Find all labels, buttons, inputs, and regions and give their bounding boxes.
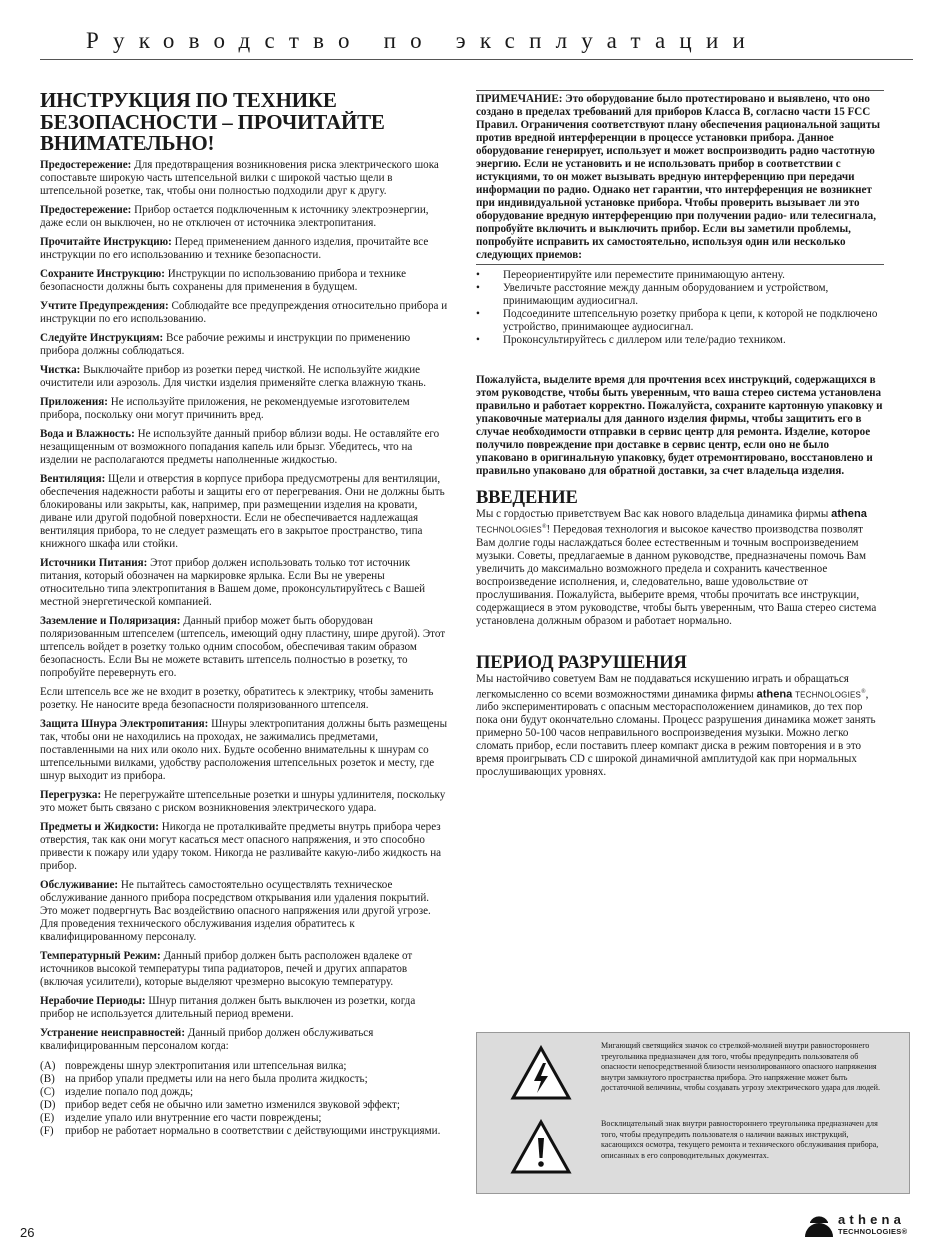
safety-item-text: Выключайте прибор из розетки перед чисткой. Не используйте жидкие очистители или аэрозоль. Для чистки изделия применяйте слегка влажную ткань. [40, 363, 426, 389]
condition-item: (F) прибор не работает нормально в соответствии с действующими инструкциями. [40, 1124, 441, 1137]
safety-item [40, 300, 448, 326]
safety-item-label: Чистка: [40, 363, 81, 376]
safety-item-text: Этот прибор должен использовать только тот источник питания, который обозначен на маркировке ярлыка. Если Вы не уверены относительно типа электропитания в Вашем доме, проконсультируйтесь с Вашей местной энергетической компанией. [40, 556, 426, 608]
safety-item-text: Данный прибор должен обслуживаться квалифицированным персоналом когда: [40, 1026, 374, 1052]
brand-name: athena [831, 508, 867, 520]
right-column [476, 90, 884, 779]
left-column [40, 90, 448, 1138]
condition-item: (A) повреждены шнур электропитания или штепсельная вилка; [40, 1059, 347, 1072]
safety-item [40, 789, 448, 815]
safety-item [40, 236, 448, 262]
fcc-note: ПРИМЕЧАНИЕ: Это оборудование было протестировано и выявлено, что оно создано в пределах требований для приборов Класса B, согласно части 15 FCC Правил. Ограничения соответствуют плану обеспечения рациональной защиты против вредной интерференции в процессе установки прибора. Данное оборудование генерирует, использует и может воспроизводить радио частотную энергию. Если не установить и не использовать прибор в соответствии с истукциями, то он может вызывать вредную интерференцию при передачи информации по радио. Однако нет гарантии, что интерференция не возникнет при индивидуальной установке прибора. Чтобы проверить вызывает ли это оборудование вредную интерференцию при получении радио- или телесигнала, попробуйте включить и выключить прибор. Если вы заметили проблемы, попробуйте исправить их самостоятельно, используя один или несколько следующих приемов: [476, 90, 884, 265]
safety-item-label: Устранение неисправностей: [40, 1026, 186, 1039]
safety-item-text: Инструкции по использованию прибора и технике безопасности должны быть сохранены для применения в будущем. [40, 267, 407, 293]
safety-item-label: Предостережение: [40, 158, 132, 171]
remedy-item: • Переориентируйте или переместите принимающую антену. [476, 269, 785, 281]
safety-item-text: Если штепсель все же не входит в розетку, обратитесь к электрику, чтобы заменить розетку. Не наносите вреда безопасности поляризованного штепселя. [40, 685, 434, 711]
safety-item-label: Следуйте Инструкциям: [40, 331, 164, 344]
safety-item [40, 950, 448, 989]
page-number: 26 [20, 1225, 35, 1240]
safety-item-text: Не используйте данный прибор вблизи воды. Не оставляйте его незащищенным от возможного попадания капель или брызг. Убедитесь, что на изделии не располагаются предметы наполненные жидкостью. [40, 427, 440, 466]
safety-item [40, 268, 448, 294]
safety-item-label: Вода и Влажность: [40, 427, 135, 440]
condition-item: (D) прибор ведет себя не обычно или заметно изменился звуковой эффект; [40, 1098, 400, 1111]
remedy-item: • Увеличьте расстояние между данным оборудованием и устройством, принимающим аудиосигнал. [476, 282, 829, 307]
safety-item-text: Не перегружайте штепсельные розетки и шнуры удлинителя, поскольку это может быть связано с риском возникновения электрического удара. [40, 788, 446, 814]
remedy-item: • Подсоедините штепсельную розетку прибора к цепи, к которой не подключено устройство, принимающее аудиосигнал. [476, 308, 878, 333]
safety-item-text: Данный прибор может быть оборудован поляризованным штепселем (штепсель, имеющий одну пластину, шире другой). Этот штепсель войдет в розетку только одним способом, обеспечивая таким образом безопасность. Если Вы не можете вставить штепсель полностью в розетку, то попробуйте перевернуть его. [40, 614, 446, 679]
safety-item [40, 879, 448, 944]
safety-title: ИНСТРУКЦИЯ ПО ТЕХНИКЕ БЕЗОПАСНОСТИ – ПРОЧИТАЙТЕ ВНИМАТЕЛЬНО! [40, 88, 385, 155]
exclamation-warning-icon [510, 1119, 572, 1175]
safety-item [40, 615, 448, 680]
safety-item-text: Не пытайтесь самостоятельно осуществлять техническое обслуживание данного прибора посредством открывания или удаления покрытий. Это может подвергнуть Вас воздействию опасного напряжения или другой угрозе. Для проведения технического обслуживания изделия обратитесь к квалифицированному персоналу. [40, 878, 431, 943]
safety-item-text: Данный прибор должен быть расположен вдалеке от источников высокой температуры типа радиаторов, печей и других аппаратов (включая усилители), которые выделяют чрезмерно высокую температуру. [40, 949, 413, 988]
lightning-warning-text: Мигающий светящийся значок со стрелкой-молнией внутри равностороннего треугольника предназначен для того, чтобы предупредить пользователя об опасности непосредственной близости неизолированного опасного напряжения внутри замкнутого пространства прибора. Это напряжение может быть достаточной величины, чтобы создавать угрозу электрического удара для людей. [601, 1041, 881, 1092]
safety-item-text: Перед применением данного изделия, прочитайте все инструкции по его использованию и технике безопасности. [40, 235, 429, 261]
safety-item-text: Соблюдайте все предупреждения относительно прибора и инструкции по его использованию. [40, 299, 448, 325]
break-in-text: Мы настойчиво советуем Вам не поддаваться искушению играть и обращаться легкомысленно со всеми возможностями динамика фирмы athena TECHNOLOGIES®, либо экспериментировать с опасным месторасположением динамиков, до тех пор пока они будут окончательно сломаны. Процесс разрушения динамика может занять примерно 50-100 часов неправильного воспроизведения музыки. Можно легко сломать прибор, если поставить плеер компакт диска в режим повторения и в это время проигрывать CD с широкой динамичной амплитудой как при нормальных прослушивающих уровнях. [476, 672, 876, 779]
safety-item [40, 995, 448, 1021]
service-conditions [40, 1060, 448, 1138]
safety-item [40, 396, 448, 422]
header-rule [40, 59, 913, 60]
safety-item-text: Не используйте приложения, не рекомендуемые изготовителем прибора, поскольку они могут причинить вред. [40, 395, 410, 421]
athena-logo: athena TECHNOLOGIES® [804, 1212, 916, 1238]
lightning-warning-icon [510, 1045, 572, 1101]
safety-item-label: Вентиляция: [40, 472, 106, 485]
condition-item: (C) изделие попало под дождь; [40, 1085, 194, 1098]
safety-item-label: Обслуживание: [40, 878, 119, 891]
break-in-heading: ПЕРИОД РАЗРУШЕНИЯ [476, 652, 687, 673]
logo-mark-icon [804, 1212, 834, 1238]
safety-item-label: Сохраните Инструкцию: [40, 267, 165, 280]
safety-item-label: Прочитайте Инструкцию: [40, 235, 172, 248]
safety-item [40, 686, 448, 712]
exclamation-warning-text: Восклицательный знак внутри равностороннего треугольника предназначен для того, чтобы предупредить пользователя о наличии важных инструкций, касающихся осмотра, текущего ремонта и технического обслуживания прибора, описанных в его сопроводительных документах. [601, 1119, 879, 1160]
fcc-remedies [476, 269, 884, 347]
safety-item-label: Перегрузка: [40, 788, 102, 801]
safety-item [40, 557, 448, 609]
safety-item-label: Заземление и Поляризация: [40, 614, 181, 627]
safety-item [40, 332, 448, 358]
safety-item-label: Учтите Предупреждения: [40, 299, 169, 312]
remedy-item: • Проконсультируйтесь с диллером или теле/радио техником. [476, 334, 786, 346]
safety-item [40, 718, 448, 783]
packaging-notice: Пожалуйста, выделите время для прочтения всех инструкций, содержащихся в этом руководстве, чтобы быть уверенным, что ваша стерео система установлена правильно и работает корректно. Пожалуйста, сохраните картонную упаковку и упаковочные материалы для данного изделия фирмы, чтобы защитить его в случае необходимости отправки в сервис центр для ремонта. Изделие, которое получило повреждение при доставке в сервис центр, если оно не было упаковано в оригинальную упаковку, будет отремонтировано, восстановлено и правильно упаковано для обратной доставки, за счет владельца изделия. [476, 374, 883, 477]
safety-item [40, 473, 448, 551]
safety-item-text: Шнур питания должен быть выключен из розетки, когда прибор не используется длительный период времени. [40, 994, 416, 1020]
safety-item-text: Все рабочие режимы и инструкции по применению прибора должны соблюдаться. [40, 331, 411, 357]
safety-item [40, 204, 448, 230]
safety-item-text: Прибор остается подключенным к источнику электроэнергии, даже если он выключен, но не отключен от источника электропитания. [40, 203, 429, 229]
safety-item [40, 1027, 448, 1053]
safety-item-label: Предметы и Жидкости: [40, 820, 159, 833]
safety-item-label: Приложения: [40, 395, 108, 408]
safety-item-label: Источники Питания: [40, 556, 148, 569]
condition-item: (B) на прибор упали предметы или на него была пролита жидкость; [40, 1072, 368, 1085]
safety-item-label: Температурный Режим: [40, 949, 161, 962]
safety-item-text: Щели и отверстия в корпусе прибора предусмотрены для вентиляции, обеспечения надежности работы и защиты его от перегревания. Они не должны быть блокированы или закрыты, как, например, при размещении изделия на кровати, диване или другой подобной поверхности. Если не обеспечивается надлежащая вентиляция прибора, то не следует размещать его в закрытое пространство, типа книжного шкафа или стойки. [40, 472, 445, 550]
safety-item [40, 364, 448, 390]
safety-item [40, 428, 448, 467]
safety-item-label: Защита Шнура Электропитания: [40, 717, 209, 730]
intro-heading: ВВЕДЕНИЕ [476, 488, 578, 508]
brand-tech: TECHNOLOGIES [476, 525, 542, 535]
safety-item [40, 159, 448, 198]
safety-item-text: Никогда не проталкивайте предметы внутрь прибора через отверстия, так как они могут касаться мест опасного напряжения, и это способно привести к пожару или удару током. Никогда не разливайте какую-либо жидкость на прибор. [40, 820, 442, 872]
safety-item-text: Для предотвращения возникновения риска электрического шока сопоставьте широкую часть штепсельной вилки с широкой частью щели в штепсельной розетке, так, чтобы они полностью подходили друг к другу. [40, 158, 439, 197]
condition-item: (E) изделие упало или внутренние его части повреждены; [40, 1111, 322, 1124]
safety-item [40, 821, 448, 873]
safety-item-label: Нерабочие Периоды: [40, 994, 146, 1007]
safety-item-label: Предостережение: [40, 203, 132, 216]
safety-item-text: Шнуры электропитания должны быть размещены так, чтобы они не находились на проходах, не зажимались предметами, поставленными на них или около них. Будьте особенно внимательны к шнурам со штепсельными вилками, удобству расположения штепсельных розеток и месту, где шнур выходит из прибора. [40, 717, 448, 782]
warning-box [476, 1032, 910, 1194]
intro-text: Мы с гордостью приветствуем Вас как нового владельца динамика фирмы athena TECHNOLOGIES®! Передовая технология и высокое качество производства позволят Вам долгие годы наслаждаться более естественным и точным воспроизведением музыки. Советы, предлагаемые в данном руководстве, предназначены помочь Вам увеличить до максимально возможного предела и сохранить качественное воспроизведение исполнения, и, следовательно, ваше удовольствие от прослушивания. Пожалуйста, выберите время, чтобы прочитать все инструкции, содержащиеся в этом руководстве, чтобы быть уверенным, что Ваша стерео система установлена должным образом и работает нормально. [476, 508, 877, 627]
running-header: Руководство по эксплуатации [86, 28, 759, 53]
safety-instructions [40, 159, 448, 1053]
